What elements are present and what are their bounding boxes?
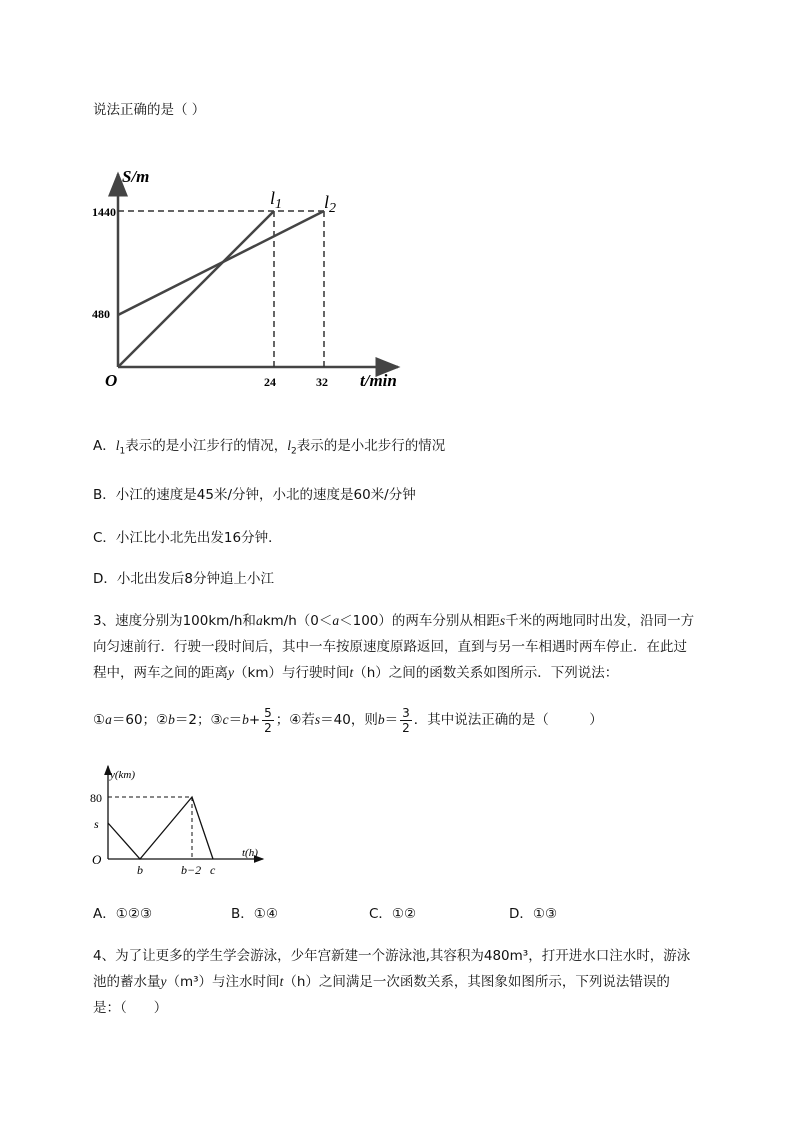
chart-1-origin-label: O (105, 371, 118, 390)
chart-2-origin-label: O (92, 852, 102, 867)
chart-2-x-tick-b: b (137, 863, 143, 877)
chart-1-line-l2 (118, 211, 324, 315)
chart-2-y-axis-label: y(km) (110, 769, 136, 781)
chart-2-x-tick-c: c (210, 863, 216, 877)
q3-option-b: B．①④ (231, 906, 278, 922)
q2-option-b: B．小江的速度是45米/分钟，小北的速度是60米/分钟 (93, 487, 416, 503)
chart-1-x-tick-32: 32 (316, 375, 328, 389)
q3-line-1: 3、速度分别为100km/h和akm/h（0＜a＜100）的两车分别从相距s千米的两地同时出发，沿同一方 (93, 613, 695, 629)
chart-1-line-l1 (118, 211, 274, 367)
chart-2-x-axis-label: t(h) (242, 847, 258, 859)
q4-line-2: 池的蓄水量y（m³）与注水时间t（h）之间满足一次函数关系，其图象如图所示，下列说法错误的 (93, 974, 670, 990)
q3-option-d: D．①③ (509, 906, 558, 922)
chart-1-y-axis-label: S/m (122, 167, 150, 186)
fraction-3-over-2: $\frac{3}{2}$ (402, 705, 410, 735)
chart-2-y-tick-80: 80 (90, 791, 102, 805)
chart-2-distance-line (108, 797, 213, 859)
chart-1-y-tick-480: 480 (92, 307, 110, 321)
chart-1-l1-label: $l_1$ (270, 188, 283, 212)
chart-1-x-axis-label: t/min (360, 371, 397, 390)
q3-option-a: A．①②③ (93, 906, 153, 922)
q2-option-c: C．小江比小北先出发16分钟． (93, 530, 282, 546)
chart-1-x-tick-24: 24 (264, 375, 276, 389)
q4-line-1: 4、为了让更多的学生学会游泳，少年宫新建一个游泳池,其容积为480m³，打开进水口注水时，游泳 (93, 948, 691, 964)
fraction-5-over-2: $\frac{5}{2}$ (264, 705, 272, 735)
q4-line-3: 是：（ ） (93, 1000, 168, 1016)
chart-2-distance-time (88, 758, 278, 883)
intro-line: 说法正确的是（ ） (93, 102, 206, 118)
chart-1-distance-time (92, 160, 420, 400)
chart-1-y-tick-1440: 1440 (92, 205, 116, 219)
q2-option-d: D．小北出发后8分钟追上小江 (93, 571, 274, 587)
q2-option-a: A．$l_1$表示的是小江步行的情况，$l_2$表示的是小北步行的情况 (93, 438, 446, 457)
q3-line-2: 向匀速前行．行驶一段时间后，其中一车按原速度原路返回，直到与另一车相遇时两车停止．在此过 (93, 639, 687, 655)
q3-statements: ①a＝60；②b＝2；③c＝b+ $\frac{5}{2}$ ；④若s＝40，则b＝ $\frac{3}{2}$ ．其中说法正确的是（ ） (93, 705, 603, 735)
chart-2-x-tick-b-2: b−2 (181, 863, 202, 877)
chart-1-l2-label: $l_2$ (324, 192, 337, 216)
q3-option-c: C．①② (369, 906, 417, 922)
q3-line-3: 程中，两车之间的距离y（km）与行驶时间t（h）之间的函数关系如图所示．下列说法： (93, 665, 619, 681)
chart-2-y-tick-s: s (94, 817, 99, 831)
